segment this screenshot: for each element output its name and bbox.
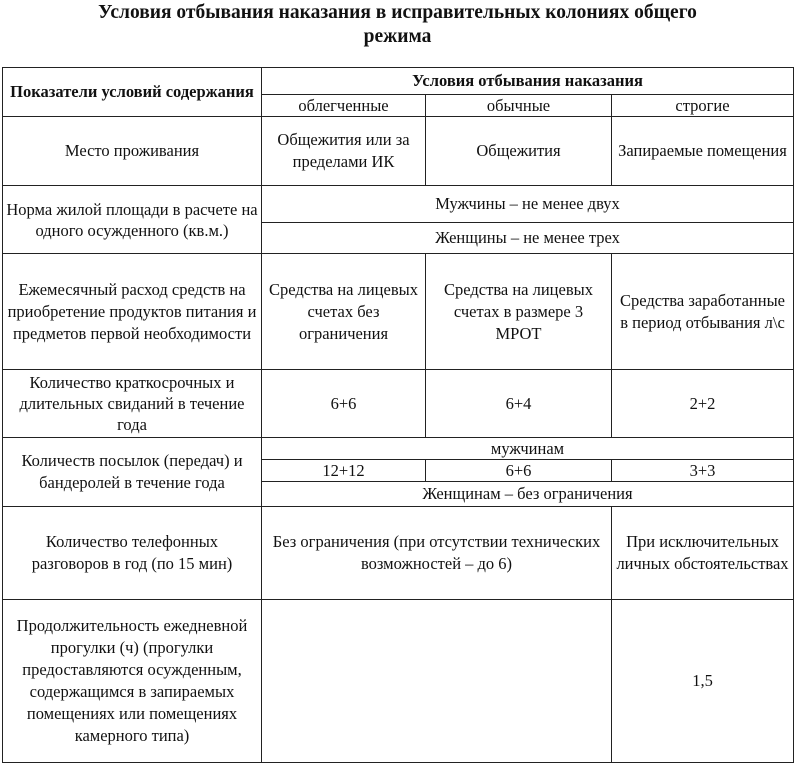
monthly-spending-normal: Средства на лицевых счетах в размере 3 МРОТ bbox=[426, 254, 612, 370]
parcels-normal: 6+6 bbox=[426, 460, 612, 482]
title-line-1: Условия отбывания наказания в исправительных колониях общего bbox=[98, 2, 697, 23]
table-row bbox=[3, 600, 794, 763]
row-label-living-space: Норма жилой площади в расчете на одного осужденного (кв.м.) bbox=[3, 186, 262, 254]
walk-strict: 1,5 bbox=[612, 600, 794, 763]
parcels-strict: 3+3 bbox=[612, 460, 794, 482]
header-indicators: Показатели условий содержания bbox=[3, 68, 262, 117]
parcels-men-header: мужчинам bbox=[262, 438, 794, 460]
living-space-women: Женщины – не менее трех bbox=[262, 223, 794, 254]
table-row bbox=[3, 254, 794, 370]
title-line-2: режима bbox=[363, 26, 432, 47]
visits-normal: 6+4 bbox=[426, 370, 612, 438]
table-row bbox=[3, 186, 794, 223]
table-row bbox=[3, 438, 794, 460]
header-row bbox=[3, 68, 794, 95]
residence-normal: Общежития bbox=[426, 117, 612, 186]
residence-light: Общежития или за пределами ИК bbox=[262, 117, 426, 186]
header-normal: обычные bbox=[426, 95, 612, 117]
document-title bbox=[0, 0, 795, 49]
header-conditions: Условия отбывания наказания bbox=[262, 68, 794, 95]
living-space-men: Мужчины – не менее двух bbox=[262, 186, 794, 223]
header-light: облегченные bbox=[262, 95, 426, 117]
table-row bbox=[3, 117, 794, 186]
visits-strict: 2+2 bbox=[612, 370, 794, 438]
row-label-residence: Место проживания bbox=[3, 117, 262, 186]
row-label-walk: Продолжительность ежедневной прогулки (ч) (прогулки предоставляются осужденным, содержащимся в запираемых помещениях или помещениях камерного типа) bbox=[3, 600, 262, 763]
walk-light-normal bbox=[262, 600, 612, 763]
row-label-monthly-spending: Ежемесячный расход средств на приобретение продуктов питания и предметов первой необходимости bbox=[3, 254, 262, 370]
phone-calls-light-normal: Без ограничения (при отсутствии технических возможностей – до 6) bbox=[262, 507, 612, 600]
row-label-visits: Количество краткосрочных и длительных свиданий в течение года bbox=[3, 370, 262, 438]
monthly-spending-strict: Средства заработанные в период отбывания л\с bbox=[612, 254, 794, 370]
table-row bbox=[3, 507, 794, 600]
monthly-spending-light: Средства на лицевых счетах без ограничения bbox=[262, 254, 426, 370]
parcels-women: Женщинам – без ограничения bbox=[262, 482, 794, 507]
row-label-parcels: Количеств посылок (передач) и бандеролей в течение года bbox=[3, 438, 262, 507]
row-label-phone-calls: Количество телефонных разговоров в год (по 15 мин) bbox=[3, 507, 262, 600]
phone-calls-strict: При исключительных личных обстоятельствах bbox=[612, 507, 794, 600]
conditions-table bbox=[2, 67, 794, 763]
residence-strict: Запираемые помещения bbox=[612, 117, 794, 186]
visits-light: 6+6 bbox=[262, 370, 426, 438]
table-row bbox=[3, 370, 794, 438]
header-strict: строгие bbox=[612, 95, 794, 117]
parcels-light: 12+12 bbox=[262, 460, 426, 482]
